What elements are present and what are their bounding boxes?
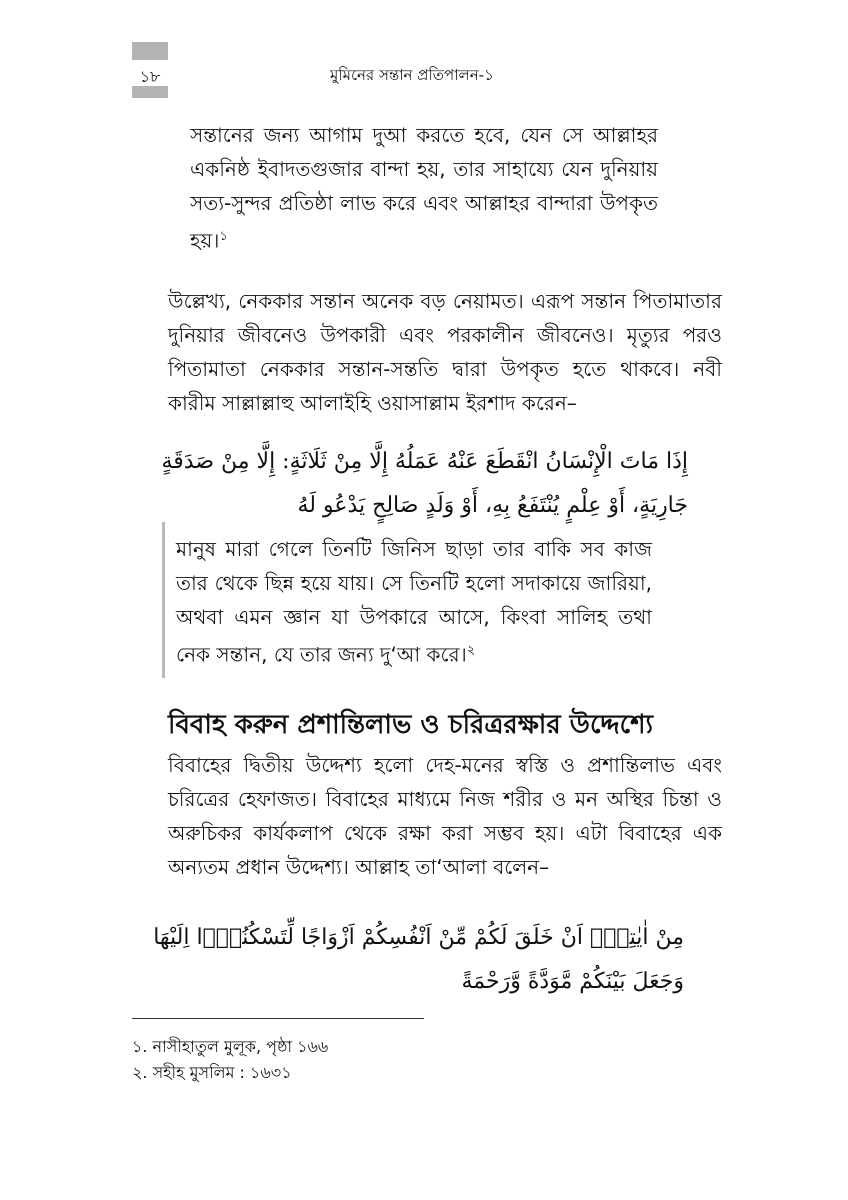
hadith-translation-text: মানুষ মারা গেলে তিনটি জিনিস ছাড়া তার বাকি সব কাজ তার থেকে ছিন্ন হয়ে যায়। সে তিনটি হলো সদাকায়ে জারিয়া, অথবা এমন জ্ঞান যা উপকারে আসে, কিংবা সালিহ তথা নেক সন্তান, যে তার জন্য দু‘আ করে। (176, 537, 652, 667)
paragraph-1: উল্লেখ্য, নেককার সন্তান অনেক বড় নেয়ামত। এরূপ সন্তান পিতামাতার দুনিয়ার জীবনেও উপকারী এবং পরকালীন জীবনেও। মৃত্যুর পরও পিতামাতা নেককার সন্তান-সন্ততি দ্বারা উপকৃত হতে থাকবে। নবী কারীম সাল্লাল্লাহু আলাইহি ওয়াসাল্লাম ইরশাদ করেন– (168, 289, 722, 415)
quote-block-1 (190, 118, 658, 258)
hadith-translation (176, 532, 652, 672)
quote-block-1-text: সন্তানের জন্য আগাম দুআ করতে হবে, যেন সে আল্লাহর একনিষ্ঠ ইবাদতগুজার বান্দা হয়, তার সাহায্যে যেন দুনিয়ায় সত্য-সুন্দর প্রতিষ্ঠা লাভ করে এবং আল্লাহর বান্দারা উপকৃত হয়। (190, 123, 658, 253)
running-title: মুমিনের সন্তান প্রতিপালন-১ (330, 66, 494, 84)
footnote-divider (132, 1018, 424, 1019)
footnote-ref-2: ২ (466, 643, 476, 658)
page-number: ১৮ (139, 67, 161, 86)
footnote-2: ২. সহীহ মুসলিম : ১৬৩১ (132, 1063, 292, 1082)
page-number-bar-top (132, 42, 168, 60)
footnote-ref-1: ১ (219, 229, 228, 244)
paragraph-2: বিবাহের দ্বিতীয় উদ্দেশ্য হলো দেহ-মনের স্বস্তি ও প্রশান্তিলাভ এবং চরিত্রের হেফাজত। বিবাহের মাধ্যমে নিজ শরীর ও মন অস্থির চিন্তা ও অরুচিকর কার্যকলাপ থেকে রক্ষা করা সম্ভব হয়। এটা বিবাহের এক অন্যতম প্রধান উদ্দেশ্য। আল্লাহ তা‘আলা বলেন– (168, 753, 722, 879)
section-heading: বিবাহ করুন প্রশান্তিলাভ ও চরিত্ররক্ষার উদ্দেশ্যে (168, 710, 653, 740)
arabic-verse: مِنْ اٰيٰتِهٖۤ اَنْ خَلَقَ لَكُمْ مِّنْ اَنْفُسِكُمْ اَزْوَاجًا لِّتَسْكُنُوْۤا اِلَيْهَا وَجَعَلَ بَيْنَكُمْ مَّوَدَّةً وَّرَحْمَةً (153, 925, 684, 994)
footnote-1: ১. নাসীহাতুল মুলূক, পৃষ্ঠা ১৬৬ (132, 1037, 329, 1056)
arabic-hadith: إِذَا مَاتَ الْإِنْسَانُ انْقَطَعَ عَنْهُ عَمَلُهُ إِلَّا مِنْ ثَلَاثَةٍ: إِلَّا مِنْ صَدَقَةٍ جَارِيَةٍ، أَوْ عِلْمٍ يُنْتَفَعُ بِهِ، أَوْ وَلَدٍ صَالِحٍ يَدْعُو لَهُ (161, 449, 688, 518)
